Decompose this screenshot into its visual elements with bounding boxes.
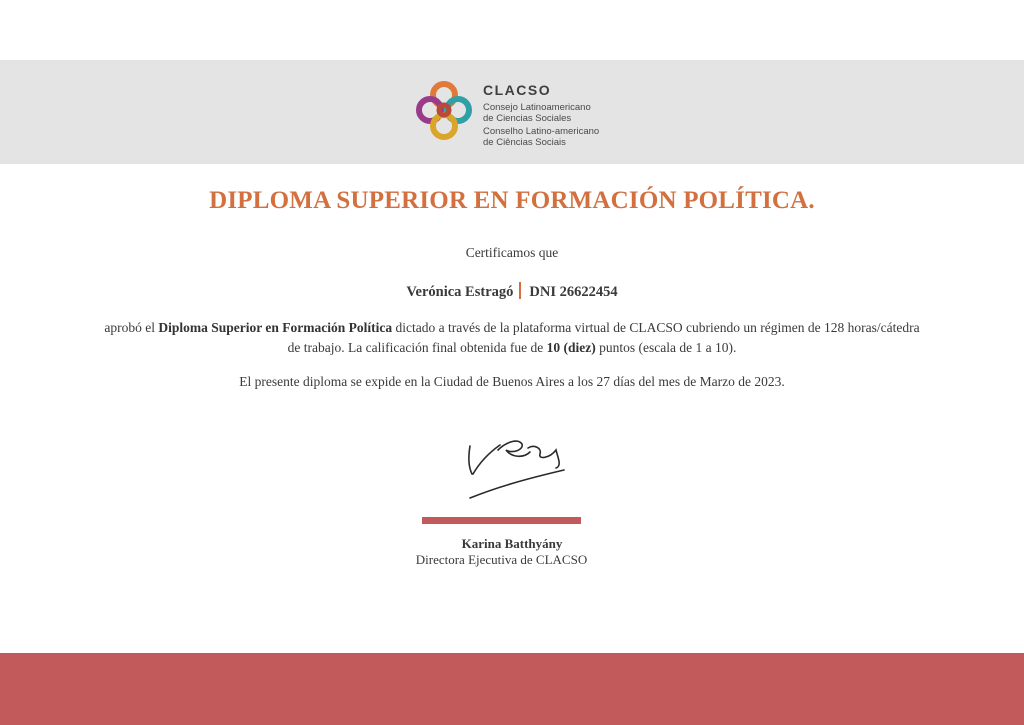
diploma-body	[100, 318, 924, 358]
final-grade: 10 (diez)	[546, 340, 596, 355]
recipient-line	[0, 282, 1024, 301]
signer-name: Karina Batthyány	[461, 536, 563, 551]
diploma-title: DIPLOMA SUPERIOR EN FORMACIÓN POLÍTICA.	[209, 187, 815, 214]
logo-line-3: Conselho Latino-americano	[483, 126, 600, 137]
recipient-id: DNI 26622454	[529, 284, 618, 300]
clacso-logo-icon	[414, 80, 474, 144]
logo-line-2: de Ciencias Sociales	[483, 113, 572, 124]
logo-line-1: Consejo Latinoamericano	[483, 102, 591, 113]
footer-band	[0, 653, 1024, 725]
logo-name: CLACSO	[483, 82, 552, 98]
signature-bar	[422, 517, 581, 524]
issued-text: El presente diploma se expide en la Ciudad de Buenos Aires a los 27 días del mes de Marzo de 2023.	[239, 374, 785, 389]
body-part-3: puntos (escala de 1 a 10).	[595, 340, 737, 355]
body-part-2: dictado a través de la plataforma virtual de CLACSO cubriendo un régimen de 128 horas/cátedra de trabajo. La calificación final obtenida fue de	[287, 320, 920, 355]
logo-line-4: de Ciências Sociais	[483, 137, 566, 148]
recipient-separator	[519, 282, 521, 299]
logo-text	[483, 82, 599, 148]
program-name: Diploma Superior en Formación Política	[158, 320, 393, 335]
header-band	[0, 60, 1024, 164]
body-part-1: aprobó el	[104, 320, 159, 335]
certify-text: Certificamos que	[465, 245, 559, 260]
handwritten-signature	[460, 428, 570, 503]
recipient-name: Verónica Estragó	[406, 284, 514, 300]
signer-role: Directora Ejecutiva de CLACSO	[415, 552, 588, 567]
